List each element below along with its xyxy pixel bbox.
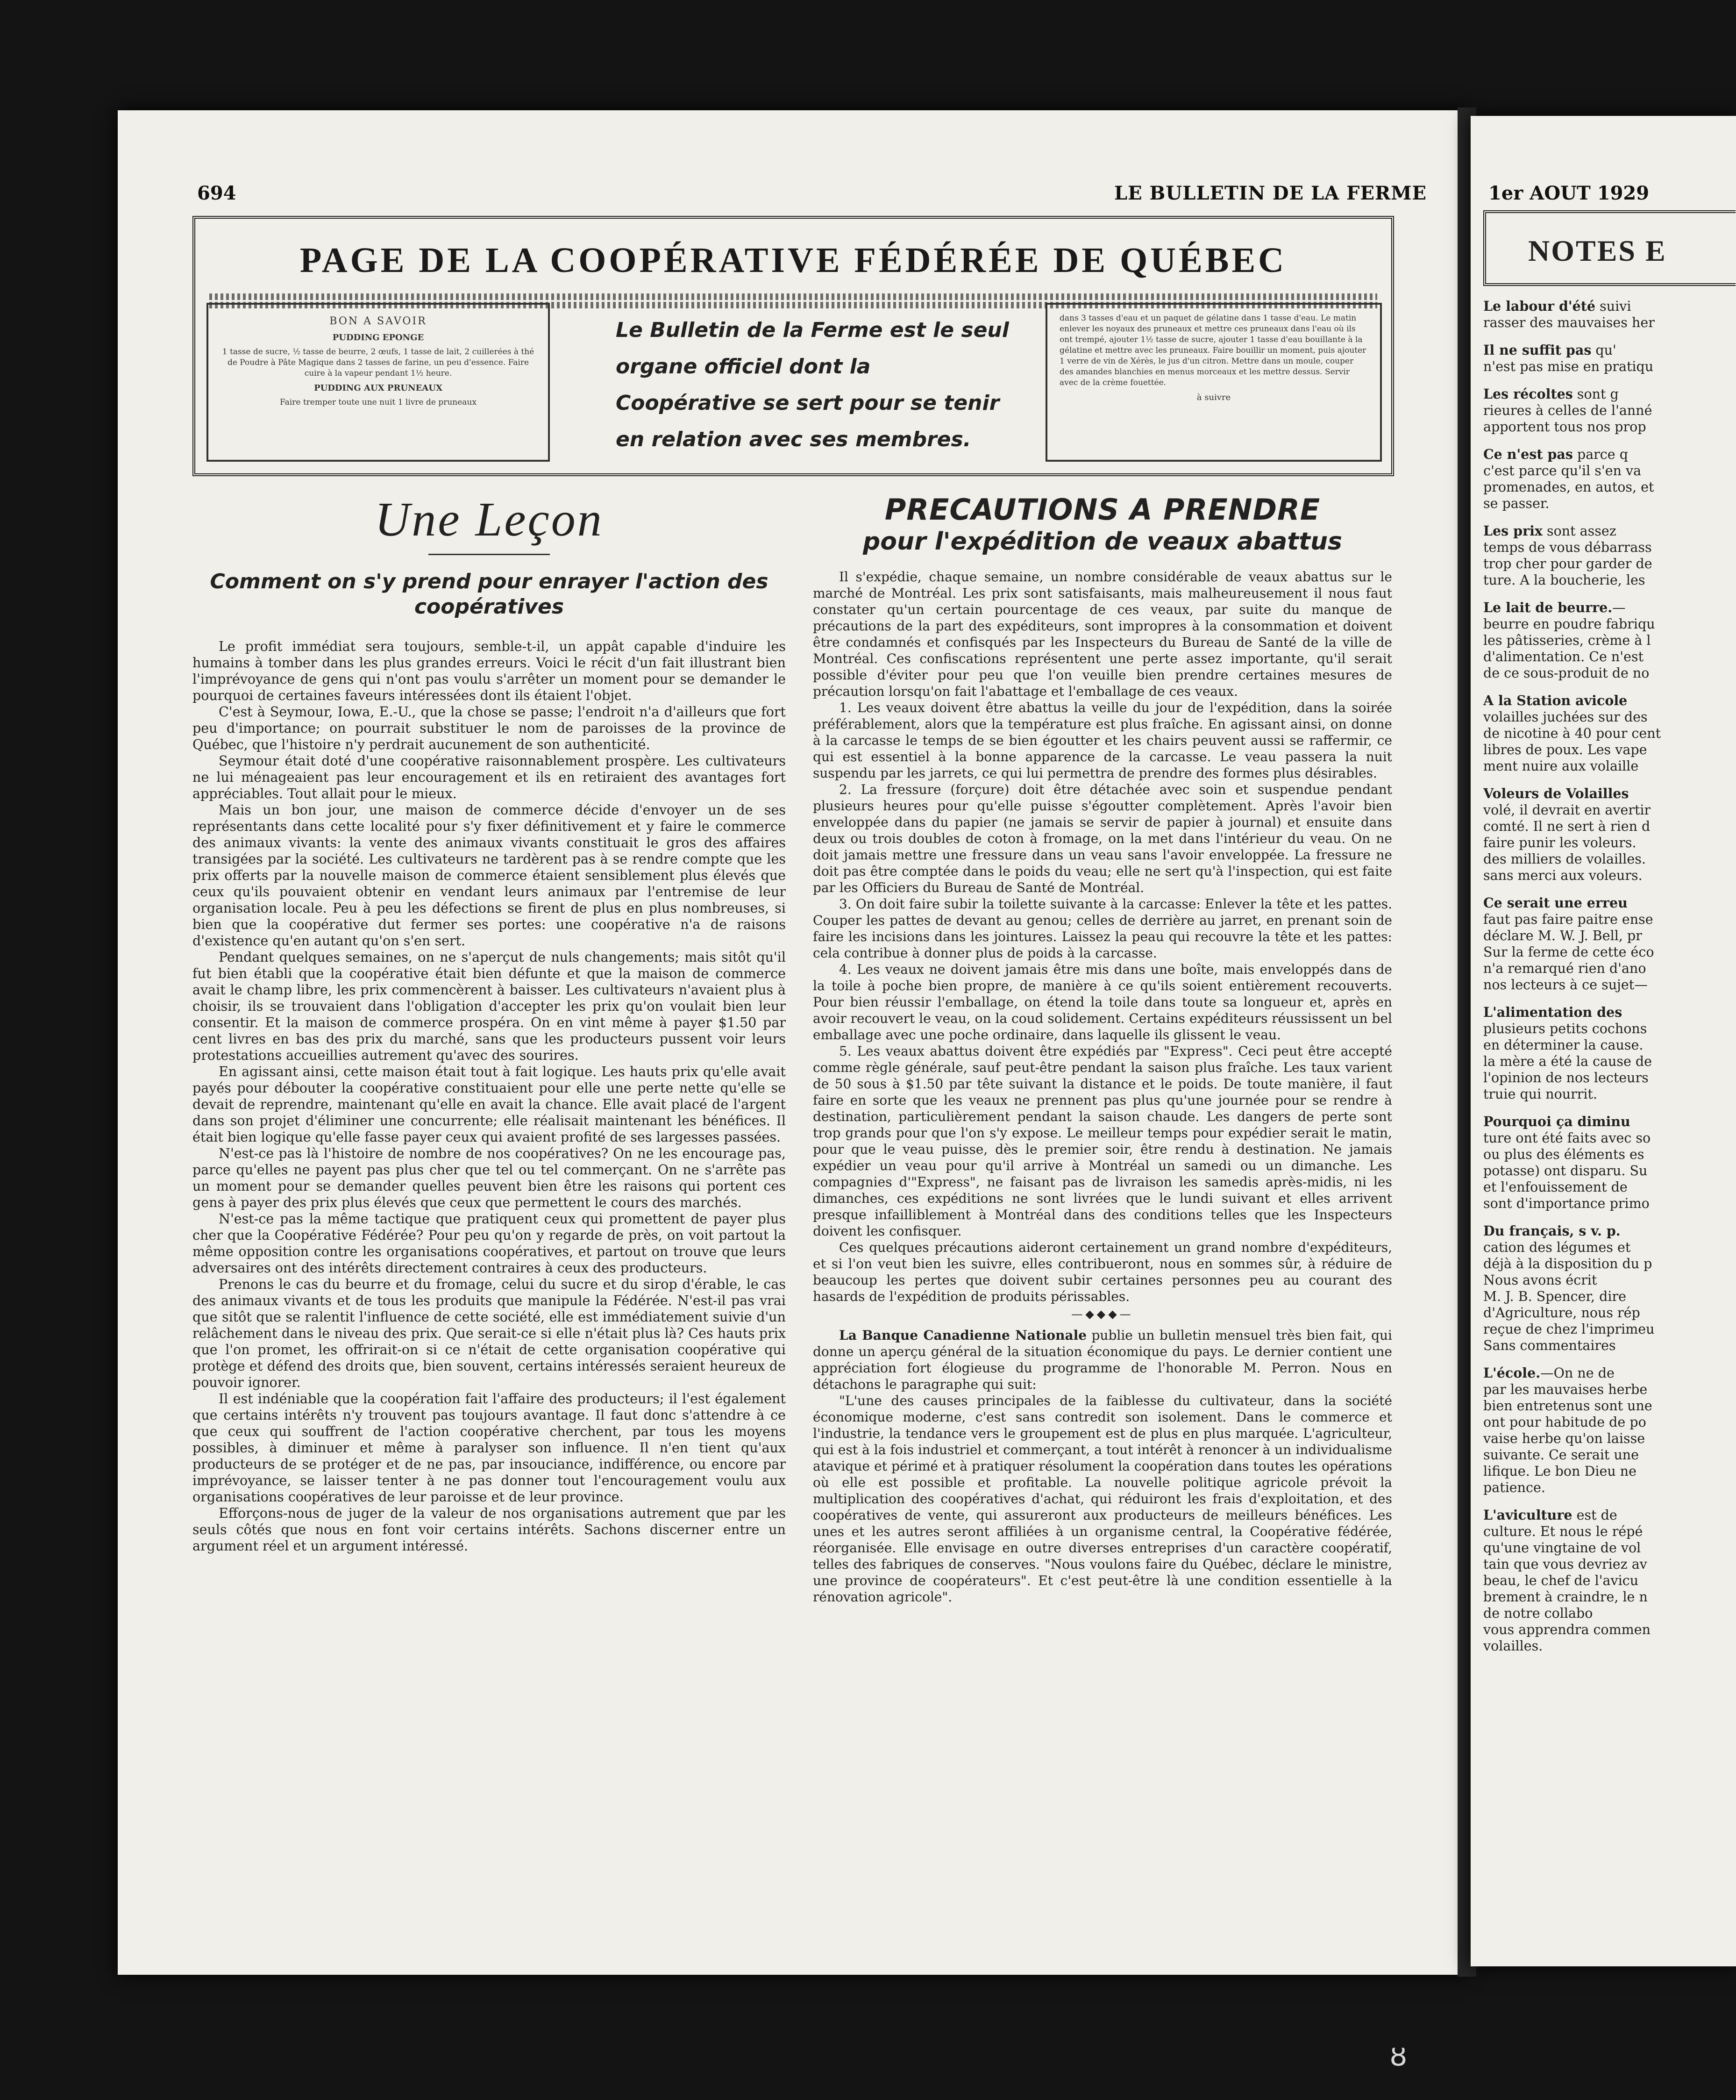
note-item: [1483, 1114, 1736, 1212]
note-lead: Il ne suffit pas: [1483, 342, 1592, 358]
note-line: truie qui nourrit.: [1483, 1086, 1597, 1102]
note-line: ou plus des éléments es: [1483, 1147, 1644, 1162]
note-line: de notre collabo: [1483, 1606, 1593, 1621]
note-first-line: [1483, 895, 1736, 911]
note-first-line: [1483, 600, 1736, 616]
bon-a-savoir-heading: BON A SAVOIR: [329, 315, 427, 327]
note-line: déclare M. W. J. Bell, pr: [1483, 928, 1642, 943]
note-text: qu': [1591, 343, 1616, 358]
note-line: Nous avons écrit: [1483, 1272, 1597, 1288]
note-first-line: [1483, 1004, 1736, 1021]
note-item: [1483, 1004, 1736, 1102]
note-lead: Ce n'est pas: [1483, 446, 1573, 462]
quote-paragraph: "L'une des causes principales de la faiblesse du cultivateur, dans la société économique moderne, c'est sans contredit son isolement. Dans le commerce et l'industrie, la tendance vers le groupement est de plus en plus marquée. L'agriculteur, qui est à la fois industriel et commerçant, a tout intérêt à renoncer à un individualisme atavique et périmé et à pratiquer résolument la coopération dans toutes les opérations où elle est possible et profitable. La nouvelle politique agricole prévoit la multiplication des coopératives d'achat, qui réduiront les frais d'exploitation, et des coopératives de vente, qui assureront aux producteurs de meilleurs bénéfices. Les unes et les autres seront affiliées à un organisme central, la Coopérative fédérée, réorganisée. Elle envisage en outre diverses entreprises d'un caractère coopératif, telles des fabriques de conserves. "Nous voulons faire du Québec, déclare le ministre, une province de coopérateurs". Et c'est peut-être là une condition essentielle à la rénovation agricole".: [813, 1393, 1392, 1605]
note-first-line: [1483, 1114, 1736, 1130]
note-line: trop cher pour garder de: [1483, 556, 1652, 571]
note-line: volé, il devrait en avertir: [1483, 802, 1651, 818]
paragraph: Le profit immédiat sera toujours, semble-t-il, un appât capable d'induire les humains à tomber dans les plus grandes erreurs. Voici le récit d'un fait illustrant bien l'imprévoyance de gens qui n'ont pas voulu s'arrêter un moment pour se demander le pourquoi de certaines faveurs intéressées dont ils étaient l'objet.: [192, 639, 786, 703]
paragraph: En agissant ainsi, cette maison était tout à fait logique. Les hauts prix qu'elle avait payés pour débouter la coopérative constituaient pour elle une perte nette qu'elle se devait de reprendre, maintenant qu'elle en avait la chance. Elle avait placé de l'argent dans son projet d'éliminer une concurrente; elle réalisait maintenant les bénéfices. Il était bien logique qu'elle fasse payer ceux qui avaient profité de ses largesses passées.: [192, 1064, 786, 1145]
note-line: la mère a été la cause de: [1483, 1054, 1652, 1069]
paragraph: Seymour était doté d'une coopérative raisonnablement prospère. Les cultivateurs ne lui ménageaient pas leur encouragement et ils en retiraient des avantages fort appréciables. Tout allait pour le mieux.: [192, 753, 786, 801]
note-item: [1483, 298, 1736, 331]
note-first-line: [1483, 1365, 1736, 1381]
note-line: en déterminer la cause.: [1483, 1037, 1644, 1053]
note-lead: Les récoltes: [1483, 386, 1573, 402]
note-line: d'Agriculture, nous rép: [1483, 1305, 1640, 1321]
article-subtitle: pour l'expédition de veaux abattus: [863, 528, 1342, 556]
note-line: déjà à la disposition du p: [1483, 1256, 1652, 1271]
note-line: de ce sous-produit de no: [1483, 665, 1650, 681]
note-line: vous apprendra commen: [1483, 1622, 1651, 1637]
note-line: comté. Il ne sert à rien d: [1483, 819, 1651, 834]
note-line: l'opinion de nos lecteurs: [1483, 1070, 1649, 1086]
note-line: n'a remarqué rien d'ano: [1483, 961, 1646, 976]
paragraph: Pendant quelques semaines, on ne s'aperçut de nuls changements; mais sitôt qu'il fut bien établi que la coopérative était bien défunte et que la maison de commerce avait le champ libre, les prix commencèrent à baisser. Les cultivateurs n'avaient plus à choisir, ils se trouvaient dans l'obligation d'accepter les prix qu'on voulait bien leur consentir. Et la maison de commerce prospéra. On en vint même à payer $1.50 par cent livres en bas des prix du marché, sans que les producteurs pussent voir leurs protestations accueillies autrement qu'avec des sourires.: [192, 950, 786, 1063]
note-line: libres de poux. Les vape: [1483, 742, 1647, 757]
paragraph: Il est indéniable que la coopération fait l'affaire des producteurs; il l'est également que certains intérêts n'y trouvent pas toujours avantage. Il faut donc s'attendre à ce que ceux qui souffrent de l'action coopérative cherchent, par tous les moyens possibles, à diminuer et même à paralyser son influence. Il n'en tient qu'aux producteurs de se protéger et de ne pas, par insouciance, indifférence, ou encore par imprévoyance, se laisser tenter à ne pas donner tout l'encouragement voulu aux organisations coopératives de leur paroisse et de leur province.: [192, 1391, 786, 1505]
note-item: [1483, 523, 1736, 588]
publication-title: LE BULLETIN DE LA FERME: [1114, 182, 1427, 204]
note-line: ture. A la boucherie, les: [1483, 572, 1645, 588]
note-first-line: [1483, 693, 1736, 709]
recipe-title: PUDDING EPONGE: [332, 333, 424, 343]
note-text: sont assez: [1542, 523, 1616, 539]
notes-title: NOTES E: [1528, 234, 1667, 267]
note-item: [1483, 786, 1736, 884]
note-line: ture ont été faits avec so: [1483, 1130, 1651, 1146]
note-text: sont g: [1572, 386, 1619, 402]
paragraph: Ces quelques précautions aideront certainement un grand nombre d'expéditeurs, et si l'on veut bien les suivre, elles contribueront, nous en sommes sûr, à réduire de beaucoup les pertes que doivent subir certaines personnes peu au courant des hasards de l'expédition de produits périssables.: [813, 1240, 1392, 1304]
note-line: culture. Et nous le répé: [1483, 1524, 1643, 1539]
note-lead: Pourquoi ça diminu: [1483, 1114, 1630, 1129]
stray-mark: ȣ: [1390, 2040, 1407, 2072]
note-line: tain que vous devriez av: [1483, 1557, 1647, 1572]
note-line: lifique. Le bon Dieu ne: [1483, 1464, 1636, 1479]
recipe-continued-box: [1046, 303, 1382, 462]
notes-header-box: [1483, 210, 1736, 286]
note-text: —: [1612, 600, 1626, 615]
recipe-text: 1 tasse de sucre, ½ tasse de beurre, 2 œufs, 1 tasse de lait, 2 cuillerées à thé de Poudre à Pâte Magique dans 2 tasses de farine, un peu d'essence. Faire cuire à la vapeur pendant 1½ heure.: [222, 347, 534, 378]
recipe-text: Faire tremper toute une nuit 1 livre de pruneaux: [280, 398, 477, 407]
note-first-line: [1483, 386, 1736, 402]
note-line: reçue de chez l'imprimeu: [1483, 1321, 1655, 1337]
note-line: nos lecteurs à ce sujet—: [1483, 977, 1648, 993]
note-line: Sans commentaires: [1483, 1338, 1616, 1353]
note-lead: Le labour d'été: [1483, 298, 1596, 314]
note-line: se passer.: [1483, 496, 1550, 511]
notes-list: [1483, 298, 1736, 1654]
note-item: [1483, 1507, 1736, 1654]
note-first-line: [1483, 298, 1736, 314]
paragraph: 5. Les veaux abattus doivent être expédiés par "Express". Ceci peut être accepté comme règle générale, sauf peut-être pendant la saison plus fraîche. Les taux varient de 50 sous à $1.50 par tête suivant la distance et le poids. De toute manière, il faut faire en sorte que les veaux ne prennent pas plus qu'une journée pour se rendre à destination, particulièrement pendant la saison chaude. Les dangers de perte sont trop grands pour que l'on s'y expose. Le meilleur temps pour expédier serait le matin, pour que le veau puisse, dès le premier soir, être rendu à destination. Ne jamais expédier un veau pour qu'il arrive à Montréal un samedi ou un dimanche. Les compagnies d'"Express", ne faisant pas de livraison les samedis après-midis, ni les dimanches, ces expéditions ne sont livrées que le lundi suivant et elles arrivent presque infailliblement à Montréal dans des conditions telles que les Inspecteurs doivent les confisquer.: [813, 1043, 1392, 1239]
bon-a-savoir-box: [206, 303, 550, 462]
note-first-line: [1483, 523, 1736, 539]
paragraph: 1. Les veaux doivent être abattus la veille du jour de l'expédition, dans la soirée préférablement, alors que la température est plus fraîche. En agissant ainsi, on donne à la carcasse le temps de se bien égoutter et les chairs peuvent aussi se raffermir, ce qui est essentiel à la bonne apparence de la carcasse. Le veau passera la nuit suspendu par les jarrets, ce qui lui permettra de prendre des formes plus désirables.: [813, 700, 1392, 781]
paragraph: C'est à Seymour, Iowa, E.-U., que la chose se passe; l'endroit n'a d'ailleurs que fort peu d'importance; on pourrait substituer le nom de paroisses de la province de Québec, que l'histoire n'y perdrait aucunement de son authenticité.: [192, 704, 786, 752]
right-page-notes: [1483, 210, 1736, 1665]
news-text: publie un bulletin mensuel très bien fait, qui donne un aperçu général de la situation économique du pays. Le dernier contient une appréciation fort élogieuse du programme de l'honorable M. Perron. Nous en détachons le paragraphe qui suit:: [813, 1328, 1392, 1392]
note-text: —On ne de: [1540, 1365, 1615, 1381]
note-line: promenades, en autos, et: [1483, 479, 1654, 495]
note-lead: Voleurs de Volailles: [1483, 786, 1629, 801]
note-line: et l'enfouissement de: [1483, 1179, 1628, 1195]
note-line: sont d'importance primo: [1483, 1196, 1650, 1211]
a-suivre: à suivre: [1196, 393, 1231, 402]
note-lead: A la Station avicole: [1483, 693, 1628, 708]
note-first-line: [1483, 1507, 1736, 1523]
paragraph: N'est-ce pas là l'histoire de nombre de nos coopératives? On ne les encourage pas, parce qu'elles ne payent pas plus cher que tel ou tel commerçant. On ne s'arrête pas un moment pour se demander quelles peuvent bien être les raisons qui portent ces gens à payer des prix plus élevés que ceux que permettent le cours des marchés.: [192, 1146, 786, 1210]
note-line: de nicotine à 40 pour cent: [1483, 726, 1661, 741]
news-paragraph: [813, 1327, 1392, 1393]
note-line: temps de vous débarrass: [1483, 540, 1652, 555]
paragraph: Mais un bon jour, une maison de commerce décide d'envoyer un de ses représentants dans cette localité pour s'y fixer définitivement et y faire le commerce des animaux vivants: la vente des animaux vivants constituait le gros des affaires transigées par la société. Les cultivateurs ne tardèrent pas à se rendre compte que les prix offerts par la nouvelle maison de commerce étaient sensiblement plus élevés que ceux qu'ils pouvaient obtenir en vendant leurs animaux par l'entremise de leur organisation locale. Peu à peu les défections se firent de plus en plus nombreuses, si bien que la coopérative dut fermer ses portes: une coopérative n'a de raisons d'existence qu'en autant qu'on s'en sert.: [192, 802, 786, 949]
note-lead: Les prix: [1483, 523, 1543, 539]
recipe-title: PUDDING AUX PRUNEAUX: [314, 383, 442, 393]
note-line: d'alimentation. Ce n'est: [1483, 649, 1644, 664]
note-lead: Le lait de beurre.: [1483, 600, 1613, 615]
note-line: rasser des mauvaises her: [1483, 315, 1655, 330]
note-line: volailles.: [1483, 1638, 1543, 1654]
note-item: [1483, 1223, 1736, 1354]
paragraph: Il s'expédie, chaque semaine, un nombre considérable de veaux abattus sur le marché de Montréal. Les prix sont satisfaisants, mais malheureusement il nous faut constater qu'un certain pourcentage de ces veaux, par suite du manque de précautions de la part des expéditeurs, sont impropres à la consommation et doivent être condamnés et confisqués par les Inspecteurs du Bureau de Santé de la ville de Montréal. Ces confiscations représentent une perte assez importante, qu'il serait possible d'éviter pour peu que l'on veuille bien prendre certaines mesures de précaution lorsqu'on fait l'abattage et l'emballage de ces veaux.: [813, 569, 1392, 699]
recipe-text: dans 3 tasses d'eau et un paquet de gélatine dans 1 tasse d'eau. Le matin enlever les noyaux des pruneaux et mettre ces pruneaux dans l'eau où ils ont trempé, ajouter 1½ tasse de sucre, ajouter 1 tasse d'eau bouillante à la gélatine et mettre avec les pruneaux. Faire bouillir un moment, puis ajouter 1 verre de vin de Xérès, le jus d'un citron. Mettre dans un moule, couper des amandes blanchies en menus morceaux et les mettre dessus. Servir avec de la crème fouettée.: [1060, 314, 1366, 387]
note-line: potasse) ont disparu. Su: [1483, 1163, 1648, 1179]
article-une-lecon: [192, 486, 786, 1554]
note-line: n'est pas mise en pratiqu: [1483, 359, 1654, 374]
title-rule: [428, 554, 550, 555]
article-subtitle: Comment on s'y prend pour enrayer l'action des coopératives: [210, 570, 768, 619]
note-lead: L'aviculture: [1483, 1507, 1572, 1523]
news-lead: La Banque Canadienne Nationale: [839, 1328, 1087, 1343]
note-item: [1483, 386, 1736, 435]
note-line: plusieurs petits cochons: [1483, 1021, 1647, 1036]
note-item: [1483, 895, 1736, 993]
note-line: volailles juchées sur des: [1483, 709, 1648, 725]
note-line: Sur la ferme de cette éco: [1483, 944, 1654, 960]
note-first-line: [1483, 786, 1736, 802]
note-lead: L'alimentation des: [1483, 1004, 1622, 1020]
note-line: bien entretenus sont une: [1483, 1398, 1652, 1414]
paragraph: 4. Les veaux ne doivent jamais être mis dans une boîte, mais enveloppés dans de la toile à poche bien propre, de manière à ce qu'ils soient entièrement recouverts. Pour bien réussir l'emballage, on étend la toile dans toute sa longueur et, après en avoir recouvert le veau, on la coud solidement. Certains expéditeurs réussissent un bel emballage avec une poche ordinaire, dans laquelle ils glissent le veau.: [813, 962, 1392, 1043]
note-line: beau, le chef de l'avicu: [1483, 1573, 1639, 1588]
note-line: par les mauvaises herbe: [1483, 1382, 1648, 1397]
note-line: faire punir les voleurs.: [1483, 835, 1636, 850]
note-line: cation des légumes et: [1483, 1240, 1631, 1255]
note-line: apportent tous nos prop: [1483, 419, 1646, 435]
note-text: parce q: [1572, 447, 1628, 462]
note-lead: Du français, s v. p.: [1483, 1223, 1621, 1239]
article-title: Une Leçon: [375, 493, 604, 546]
note-line: c'est parce qu'il s'en va: [1483, 463, 1642, 479]
note-line: brement à craindre, le n: [1483, 1589, 1648, 1605]
coop-header-box: [192, 216, 1394, 476]
note-lead: L'école.: [1483, 1365, 1541, 1381]
article-precautions: [813, 486, 1392, 1605]
note-line: ment nuire aux volaille: [1483, 758, 1639, 774]
note-line: sans merci aux voleurs.: [1483, 868, 1643, 883]
right-page-date: 1er AOUT 1929: [1488, 182, 1650, 204]
note-lead: Ce serait une erreu: [1483, 895, 1628, 911]
note-line: ont pour habitude de po: [1483, 1414, 1646, 1430]
note-line: vaise herbe qu'on laisse: [1483, 1431, 1645, 1446]
note-item: [1483, 693, 1736, 774]
page-number: 694: [197, 182, 236, 204]
paragraph: N'est-ce pas la même tactique que pratiquent ceux qui promettent de payer plus cher que la Coopérative Fédérée? Pour peu qu'on y regarde de près, on voit partout la même opposition contre les organisations coopératives, et partout on trouve que leurs adversaires ont des intérêts directement contraires à ceux des producteurs.: [192, 1211, 786, 1276]
note-text: est de: [1572, 1507, 1617, 1523]
note-item: [1483, 1365, 1736, 1496]
official-organ-notice: Le Bulletin de la Ferme est le seul organe officiel dont la Coopérative se sert pour se tenir en relation avec ses membres.: [616, 318, 1009, 451]
coop-title: PAGE DE LA COOPÉRATIVE FÉDÉRÉE DE QUÉBEC: [299, 241, 1287, 280]
note-first-line: [1483, 446, 1736, 463]
paragraph: 3. On doit faire subir la toilette suivante à la carcasse: Enlever la tête et les pattes. Couper les pattes de devant au genou; celles de derrière au jarret, en prenant soin de faire les incisions dans les jointures. Laissez la peau qui recouvre la tête et les pattes: cela contribue à donner plus de poids à la carcasse.: [813, 896, 1392, 961]
note-line: des milliers de volailles.: [1483, 851, 1646, 867]
note-item: [1483, 342, 1736, 375]
paragraph: 2. La fressure (forçure) doit être détachée avec soin et suspendue pendant plusieurs heures pour qu'elle puisse s'égoutter complètement. Après l'avoir bien enveloppée dans du papier (ne jamais se servir de papier à journal) et ensuite dans deux ou trois doubles de coton à fromage, on la met dans l'intérieur du veau. On ne doit jamais mettre une fressure dans un veau sans l'avoir enveloppée. La fressure ne doit pas être comptée dans le poids du veau; elle ne sert qu'à l'inspection, qui est faite par les Officiers du Bureau de Santé de Montréal.: [813, 782, 1392, 895]
note-text: suivi: [1595, 299, 1631, 314]
note-line: patience.: [1483, 1480, 1545, 1495]
note-first-line: [1483, 342, 1736, 358]
paragraph: Prenons le cas du beurre et du fromage, celui du sucre et du sirop d'érable, le cas des animaux vivants et de tous les produits que manipule la Fédérée. N'est-il pas vrai que sitôt que se ralentit l'influence de cette société, elle est immédiatement suivie d'un relâchement dans le niveau des prix. Que serait-ce si elle n'était plus là? Ces hauts prix que l'on promet, les offrirait-on si ce n'était de cette organisation coopérative qui protège et défend des droits que, bien souvent, certains intéressés seraient heureux de pouvoir ignorer.: [192, 1277, 786, 1390]
note-line: les pâtisseries, crème à l: [1483, 633, 1651, 648]
note-line: rieures à celles de l'anné: [1483, 403, 1652, 418]
note-line: beurre en poudre fabriqu: [1483, 616, 1655, 632]
decorative-border: [209, 293, 1377, 300]
separator-ornament: —◆◆◆—: [1071, 1307, 1134, 1321]
article-title: PRECAUTIONS A PRENDRE: [884, 493, 1321, 527]
paragraph: Efforçons-nous de juger de la valeur de nos organisations autrement que par les seuls côtés que nous en font voir certains intérêts. Sachons discerner entre un argument réel et un argument intéressé.: [192, 1506, 786, 1554]
note-line: faut pas faire paitre ense: [1483, 912, 1653, 927]
note-line: suivante. Ce serait une: [1483, 1447, 1639, 1463]
note-item: [1483, 446, 1736, 512]
note-line: qu'une vingtaine de vol: [1483, 1540, 1641, 1556]
note-first-line: [1483, 1223, 1736, 1239]
note-item: [1483, 600, 1736, 681]
note-line: M. J. B. Spencer, dire: [1483, 1289, 1626, 1304]
